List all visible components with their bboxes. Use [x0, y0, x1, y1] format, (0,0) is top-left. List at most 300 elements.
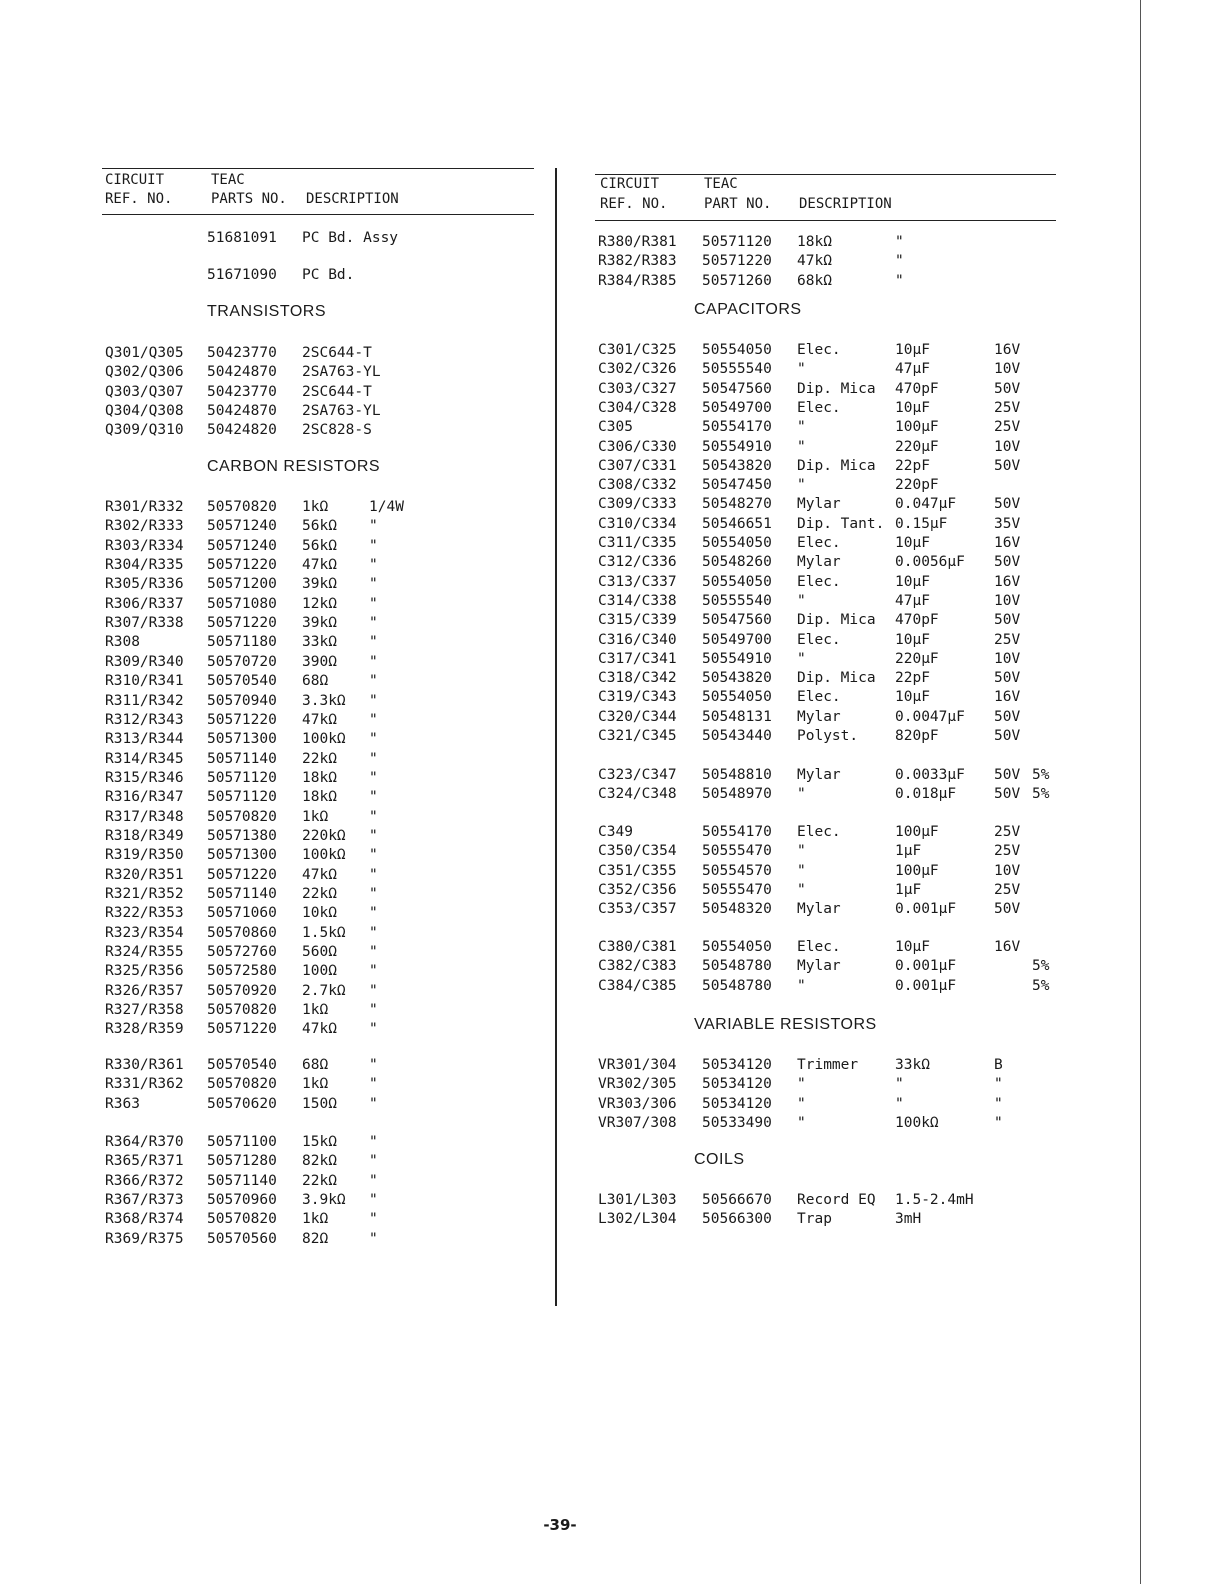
cell-value: " [369, 557, 378, 574]
cell-value: " [369, 1211, 378, 1228]
cell-value: " [369, 692, 378, 709]
cell-part-no: 50543440 [702, 728, 772, 744]
cell-ref: Q303/Q307 [105, 383, 184, 400]
cell-value: 100μF [895, 419, 939, 436]
cell-part-no: 50554170 [702, 824, 772, 840]
cell-value: 0.001μF [895, 977, 957, 994]
cell-description: 2SA763-YL [302, 403, 381, 420]
cell-value: " [369, 673, 378, 690]
cell-rating: 16V [994, 573, 1021, 590]
cell-value: 100kΩ [895, 1114, 939, 1131]
cell-value: " [369, 1153, 378, 1170]
cell-rating: 16V [994, 939, 1021, 955]
cell-part-no: 50571380 [207, 827, 277, 844]
cell-description: 22kΩ [302, 1172, 337, 1189]
cell-value: 0.0056μF [895, 554, 965, 571]
cell-rating: 50V [994, 496, 1021, 513]
cell-tolerance: 5% [1032, 958, 1050, 975]
header-ref-line1: CIRCUIT [105, 172, 165, 188]
cell-part-no: 50572760 [207, 944, 277, 961]
cell-value: 0.018μF [895, 786, 957, 803]
cell-part-no: 50571220 [207, 615, 277, 632]
cell-description: 2SC644-T [302, 383, 372, 400]
cell-description: 1kΩ [302, 1076, 329, 1093]
section-title: VARIABLE RESISTORS [694, 1016, 877, 1033]
cell-description: Mylar [797, 958, 841, 975]
cell-description: Mylar [797, 554, 841, 571]
header-description: DESCRIPTION [799, 196, 892, 212]
cell-part-no: 50549700 [702, 631, 772, 648]
cell-part-no: 50571120 [702, 234, 772, 250]
cell-description: " [797, 650, 806, 667]
cell-part-no: 50571080 [207, 595, 277, 612]
cell-part-no: 50570820 [207, 1002, 277, 1019]
cell-rating: " [994, 1114, 1003, 1131]
cell-part-no: 50570540 [207, 673, 277, 690]
cell-description: Elec. [797, 535, 841, 551]
cell-description: " [797, 977, 806, 994]
cell-description: Mylar [797, 901, 841, 918]
cell-description: 100kΩ [302, 847, 346, 864]
header-part-line1: TEAC [211, 172, 245, 188]
cell-description: Dip. Mica [797, 612, 876, 629]
cell-part-no: 50571300 [207, 731, 277, 748]
cell-ref: R309/R340 [105, 653, 184, 670]
cell-ref: C384/C385 [598, 977, 677, 994]
cell-description: 1kΩ [302, 499, 329, 515]
cell-value: " [369, 866, 378, 883]
header-top-rule [595, 174, 1056, 175]
cell-part-no: 50570940 [207, 692, 277, 709]
cell-part-no: 50547560 [702, 380, 772, 397]
cell-ref: Q304/Q308 [105, 403, 184, 420]
cell-value: 470pF [895, 612, 939, 629]
cell-part-no: 50570540 [207, 1057, 277, 1073]
cell-description: Dip. Mica [797, 457, 876, 474]
cell-rating: 35V [994, 515, 1021, 532]
cell-ref: R326/R357 [105, 982, 184, 999]
cell-rating: 10V [994, 862, 1021, 879]
cell-description: 2.7kΩ [302, 982, 346, 999]
cell-description: 56kΩ [302, 518, 337, 535]
cell-description: Dip. Mica [797, 670, 876, 687]
cell-part-no: 50570860 [207, 924, 277, 941]
header-ref-line2: REF. NO. [600, 196, 668, 212]
cell-description: Record EQ [797, 1192, 876, 1208]
cell-part-no: 50571240 [207, 518, 277, 535]
cell-ref: R319/R350 [105, 847, 184, 864]
cell-ref: R310/R341 [105, 673, 184, 690]
cell-rating: 16V [994, 689, 1021, 706]
cell-ref: R325/R356 [105, 963, 184, 980]
cell-tolerance: 5% [1032, 786, 1050, 803]
cell-value: " [369, 847, 378, 864]
cell-description: 22kΩ [302, 750, 337, 767]
cell-value: " [895, 1076, 904, 1093]
cell-ref: VR301/304 [598, 1057, 677, 1073]
cell-part-no: 50554050 [702, 535, 772, 551]
cell-value: " [369, 924, 378, 941]
cell-rating: 50V [994, 786, 1021, 803]
cell-description: Mylar [797, 496, 841, 513]
cell-value: " [369, 1076, 378, 1093]
cell-ref: R302/R333 [105, 518, 184, 535]
cell-part-no: 50548260 [702, 554, 772, 571]
cell-description: 1kΩ [302, 808, 329, 825]
cell-part-no: 50571060 [207, 905, 277, 922]
cell-ref: R311/R342 [105, 692, 184, 709]
cell-rating: 25V [994, 631, 1021, 648]
cell-ref: C323/C347 [598, 767, 677, 783]
cell-ref: R307/R338 [105, 615, 184, 632]
cell-ref: C313/C337 [598, 573, 677, 590]
cell-value: 22pF [895, 457, 930, 474]
cell-part-no: 50554050 [702, 689, 772, 706]
cell-ref: R305/R336 [105, 576, 184, 593]
cell-description: " [797, 1114, 806, 1131]
cell-rating: 16V [994, 342, 1021, 358]
cell-ref: Q301/Q305 [105, 345, 184, 361]
cell-part-no: 50566670 [702, 1192, 772, 1208]
cell-ref: R317/R348 [105, 808, 184, 825]
cell-part-no: 50571260 [702, 272, 772, 289]
cell-part-no: 50571280 [207, 1153, 277, 1170]
cell-rating: " [994, 1095, 1003, 1112]
header-part-line2: PART NO. [704, 196, 772, 212]
cell-part-no: 50570720 [207, 653, 277, 670]
cell-part-no: 50570560 [207, 1230, 277, 1247]
cell-description: 47kΩ [302, 866, 337, 883]
cell-ref: R331/R362 [105, 1076, 184, 1093]
cell-rating: " [994, 1076, 1003, 1093]
header-bottom-rule [595, 220, 1056, 221]
cell-value: 470pF [895, 380, 939, 397]
header-ref-line1: CIRCUIT [600, 176, 660, 192]
cell-part-no: 50533490 [702, 1114, 772, 1131]
cell-part-no: 50571100 [207, 1134, 277, 1150]
column-divider [555, 168, 557, 1306]
cell-description: Elec. [797, 342, 841, 358]
cell-part-no: 50534120 [702, 1095, 772, 1112]
cell-value: 47μF [895, 592, 930, 609]
cell-ref: Q309/Q310 [105, 422, 184, 439]
cell-ref: R368/R374 [105, 1211, 184, 1228]
cell-value: 47μF [895, 361, 930, 378]
cell-description: " [797, 862, 806, 879]
section-title: COILS [694, 1151, 745, 1168]
cell-part-no: 50571200 [207, 576, 277, 593]
cell-description: 39kΩ [302, 615, 337, 632]
cell-part-no: 50546651 [702, 515, 772, 532]
cell-rating: 25V [994, 419, 1021, 436]
cell-part-no: 50571120 [207, 789, 277, 806]
cell-value: 220μF [895, 438, 939, 455]
cell-ref: R316/R347 [105, 789, 184, 806]
cell-value: " [369, 905, 378, 922]
cell-description: PC Bd. [302, 267, 355, 283]
cell-value: " [369, 595, 378, 612]
cell-description: Elec. [797, 573, 841, 590]
cell-description: " [797, 477, 806, 494]
cell-value: " [369, 808, 378, 825]
cell-description: 220kΩ [302, 827, 346, 844]
cell-ref: C319/C343 [598, 689, 677, 706]
cell-value: 0.15μF [895, 515, 948, 532]
cell-part-no: 50571140 [207, 750, 277, 767]
cell-value: 220μF [895, 650, 939, 667]
cell-ref: C308/C332 [598, 477, 677, 494]
cell-value: 0.047μF [895, 496, 957, 513]
cell-rating: 50V [994, 554, 1021, 571]
cell-ref: R315/R346 [105, 769, 184, 786]
section-title: CARBON RESISTORS [207, 458, 381, 475]
cell-ref: C316/C340 [598, 631, 677, 648]
cell-value: " [895, 272, 904, 289]
cell-description: 82kΩ [302, 1153, 337, 1170]
cell-part-no: 50570820 [207, 808, 277, 825]
cell-part-no: 50571220 [207, 557, 277, 574]
cell-part-no: 50548780 [702, 958, 772, 975]
cell-ref: R313/R344 [105, 731, 184, 748]
cell-ref: R328/R359 [105, 1021, 184, 1038]
cell-rating: 50V [994, 380, 1021, 397]
cell-ref: R330/R361 [105, 1057, 184, 1073]
cell-ref: R304/R335 [105, 557, 184, 574]
cell-value: 10μF [895, 631, 930, 648]
cell-ref: C318/C342 [598, 670, 677, 687]
cell-rating: 25V [994, 881, 1021, 898]
cell-description: Dip. Tant. [797, 515, 885, 532]
cell-part-no: 50571220 [207, 1021, 277, 1038]
cell-description: 1.5kΩ [302, 924, 346, 941]
cell-description: " [797, 881, 806, 898]
cell-description: " [797, 438, 806, 455]
cell-part-no: 50554570 [702, 862, 772, 879]
cell-value: " [369, 827, 378, 844]
cell-rating: 50V [994, 670, 1021, 687]
cell-ref: C350/C354 [598, 843, 677, 860]
cell-rating: 10V [994, 650, 1021, 667]
cell-description: " [797, 843, 806, 860]
cell-description: 2SA763-YL [302, 364, 381, 381]
cell-ref: C317/C341 [598, 650, 677, 667]
cell-part-no: 50570620 [207, 1095, 277, 1112]
cell-description: 390Ω [302, 653, 337, 670]
cell-rating: 50V [994, 728, 1021, 744]
cell-ref: R321/R352 [105, 886, 184, 902]
cell-part-no: 50571220 [207, 711, 277, 728]
cell-part-no: 50424870 [207, 403, 277, 420]
cell-description: 22kΩ [302, 886, 337, 902]
cell-value: 1μF [895, 881, 922, 898]
cell-description: Elec. [797, 399, 841, 416]
cell-ref: R367/R373 [105, 1192, 184, 1209]
cell-rating: 10V [994, 592, 1021, 609]
cell-ref: R366/R372 [105, 1172, 184, 1189]
cell-rating: 10V [994, 438, 1021, 455]
cell-description: 3.9kΩ [302, 1192, 346, 1209]
cell-part-no: 50571240 [207, 537, 277, 554]
cell-value: " [895, 234, 904, 250]
cell-ref: C311/C335 [598, 535, 677, 551]
cell-value: " [369, 1002, 378, 1019]
cell-ref: C312/C336 [598, 554, 677, 571]
cell-ref: C305 [598, 419, 633, 436]
cell-part-no: 50570960 [207, 1192, 277, 1209]
cell-ref: R380/R381 [598, 234, 677, 250]
cell-part-no: 50547450 [702, 477, 772, 494]
cell-value: 3mH [895, 1211, 922, 1228]
cell-part-no: 50543820 [702, 670, 772, 687]
cell-ref: C315/C339 [598, 612, 677, 629]
cell-description: " [797, 1095, 806, 1112]
cell-description: 39kΩ [302, 576, 337, 593]
cell-ref: L302/L304 [598, 1211, 677, 1228]
cell-value: 10μF [895, 689, 930, 706]
cell-part-no: 50534120 [702, 1057, 772, 1073]
header-bottom-rule [102, 214, 534, 215]
cell-part-no: 50554170 [702, 419, 772, 436]
cell-part-no: 50554050 [702, 573, 772, 590]
cell-value: 820pF [895, 728, 939, 744]
cell-description: " [797, 786, 806, 803]
cell-ref: R301/R332 [105, 499, 184, 515]
cell-description: 82Ω [302, 1230, 329, 1247]
cell-part-no: 50548780 [702, 977, 772, 994]
cell-ref: R384/R385 [598, 272, 677, 289]
cell-ref: C380/C381 [598, 939, 677, 955]
cell-part-no: 50534120 [702, 1076, 772, 1093]
cell-part-no: 50554050 [702, 342, 772, 358]
cell-value: " [369, 750, 378, 767]
cell-value: 1/4W [369, 499, 404, 515]
cell-description: 2SC644-T [302, 345, 372, 361]
cell-rating: 50V [994, 612, 1021, 629]
cell-description: 47kΩ [302, 557, 337, 574]
cell-description: 33kΩ [302, 634, 337, 651]
cell-description: 560Ω [302, 944, 337, 961]
cell-value: 10μF [895, 573, 930, 590]
cell-rating: 50V [994, 901, 1021, 918]
cell-part-no: 50570920 [207, 982, 277, 999]
cell-ref: VR303/306 [598, 1095, 677, 1112]
cell-ref: C310/C334 [598, 515, 677, 532]
cell-value: " [369, 982, 378, 999]
cell-ref: C321/C345 [598, 728, 677, 744]
cell-ref: C382/C383 [598, 958, 677, 975]
header-ref-line2: REF. NO. [105, 191, 173, 207]
cell-description: 68Ω [302, 673, 329, 690]
cell-value: " [369, 1057, 378, 1073]
cell-ref: C309/C333 [598, 496, 677, 513]
cell-value: 1.5-2.4mH [895, 1192, 974, 1208]
cell-ref: R322/R353 [105, 905, 184, 922]
cell-description: " [797, 419, 806, 436]
cell-part-no: 50571140 [207, 1172, 277, 1189]
cell-ref: C301/C325 [598, 342, 677, 358]
cell-description: PC Bd. Assy [302, 230, 399, 246]
header-top-rule [102, 168, 534, 169]
cell-part-no: 50548810 [702, 767, 772, 783]
cell-description: 1kΩ [302, 1002, 329, 1019]
cell-ref: C314/C338 [598, 592, 677, 609]
cell-part-no: 50572580 [207, 963, 277, 980]
cell-part-no: 50570820 [207, 1076, 277, 1093]
cell-ref: C351/C355 [598, 862, 677, 879]
cell-part-no: 50570820 [207, 1211, 277, 1228]
cell-description: Polyst. [797, 728, 859, 744]
cell-value: " [369, 576, 378, 593]
cell-part-no: 50423770 [207, 383, 277, 400]
cell-description: 2SC828-S [302, 422, 372, 439]
section-title: TRANSISTORS [207, 303, 326, 320]
cell-ref: C302/C326 [598, 361, 677, 378]
cell-ref: R303/R334 [105, 537, 184, 554]
cell-part-no: 50566300 [702, 1211, 772, 1228]
cell-ref: R314/R345 [105, 750, 184, 767]
cell-value: " [369, 653, 378, 670]
cell-description: 100Ω [302, 963, 337, 980]
cell-value: " [369, 1230, 378, 1247]
cell-ref: R324/R355 [105, 944, 184, 961]
cell-part-no: 50554050 [702, 939, 772, 955]
cell-value: " [369, 518, 378, 535]
cell-ref: R369/R375 [105, 1230, 184, 1247]
cell-ref: R327/R358 [105, 1002, 184, 1019]
cell-ref: L301/L303 [598, 1192, 677, 1208]
cell-description: 12kΩ [302, 595, 337, 612]
cell-value: " [369, 615, 378, 632]
cell-part-no: 50555540 [702, 361, 772, 378]
cell-ref: R306/R337 [105, 595, 184, 612]
cell-rating: 16V [994, 535, 1021, 551]
cell-description: " [797, 361, 806, 378]
cell-rating: B [994, 1057, 1003, 1073]
cell-description: 15kΩ [302, 1134, 337, 1150]
cell-description: 56kΩ [302, 537, 337, 554]
cell-part-no: 50571120 [207, 769, 277, 786]
cell-ref: VR302/305 [598, 1076, 677, 1093]
cell-description: 150Ω [302, 1095, 337, 1112]
cell-ref: C349 [598, 824, 633, 840]
page-edge-line [1140, 0, 1141, 1584]
cell-part-no: 50423770 [207, 345, 277, 361]
cell-tolerance: 5% [1032, 977, 1050, 994]
cell-value: 10μF [895, 342, 930, 358]
cell-part-no: 50570820 [207, 499, 277, 515]
cell-part-no: 50571220 [702, 253, 772, 270]
cell-description: Elec. [797, 689, 841, 706]
cell-ref: R308 [105, 634, 140, 651]
cell-ref: C306/C330 [598, 438, 677, 455]
cell-part-no: 50543820 [702, 457, 772, 474]
cell-description: 18kΩ [302, 769, 337, 786]
section-title: CAPACITORS [694, 301, 802, 318]
cell-part-no: 51671090 [207, 267, 277, 283]
cell-part-no: 50555470 [702, 843, 772, 860]
cell-description: Mylar [797, 767, 841, 783]
cell-value: 100μF [895, 824, 939, 840]
cell-value: 22pF [895, 670, 930, 687]
cell-value: " [369, 634, 378, 651]
cell-value: 10μF [895, 939, 930, 955]
cell-value: " [369, 731, 378, 748]
cell-description: 47kΩ [302, 1021, 337, 1038]
cell-value: " [369, 1192, 378, 1209]
cell-ref: R323/R354 [105, 924, 184, 941]
cell-value: 1μF [895, 843, 922, 860]
cell-description: Dip. Mica [797, 380, 876, 397]
